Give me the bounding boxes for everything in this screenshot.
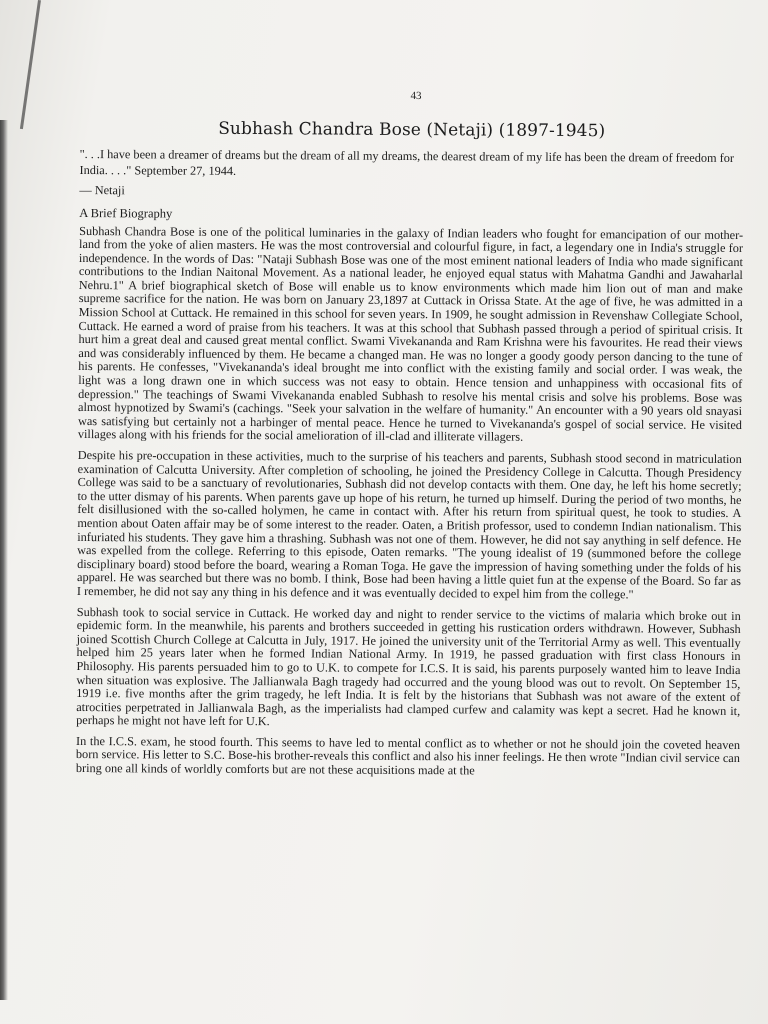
page-crease-line <box>20 0 41 129</box>
page-content <box>76 88 744 787</box>
epigraph-attribution: — Netaji <box>79 182 125 198</box>
body-paragraph: In the I.C.S. exam, he stood fourth. This seems to have led to mental conflict as to whether or not he should join the coveted heaven born service. His letter to S.C. Bose-his brother-reveals this conflict and also his inner feelings. He then wrote "Indian civil service can bring one all kinds of worldly comforts but are not these acquisitions made at the <box>75 733 741 778</box>
body-paragraph: Subhash took to social service in Cuttack. He worked day and night to render service to the victims of malaria which broke out in epidemic form. In the meanwhile, his parents and brothers succeeded in getting his rustication orders withdrawn. However, Subhash joined Scottish Church College at Calcutta in July, 1917. He joined the university unit of the Territorial Army as well. This eventually helped him 25 years later when he formed Indian National Army. In 1919, he passed graduation with first class Honours in Philosophy. His parents persuaded him to go to U.K. to compete for I.C.S. It is said, his parents purposely wanted him to leave India when situation was explosive. The Jallianwala Bagh tragedy had occurred and the young blood was out to revolt. On September 15, 1919 i.e. five months after the grim tragedy, he left India. It is felt by the historians that Subhash was not aware of the extent of atrocities perpetrated in Jallianwala Bagh, as the imperialists had clamped curfew and calamity was kept a secret. Had he known it, perhaps he might not have left for U.K. <box>76 604 741 729</box>
body-paragraph: Subhash Chandra Bose is one of the political luminaries in the galaxy of Indian leaders who fought for emancipation of our mother-land from the yoke of alien masters. He was the most controversial and colourful figure, in fact, a legendary one in India's struggle for independence. In the words of Das: "Nataji Subhash Bose was one of the most eminent national leaders of India who made significant contributions to the Indian Naitonal Movement. As a national leader, he enjoyed equal status with Mahatma Gandhi and Jawaharlal Nehru.1" A brief biographical sketch of Bose will enable us to know environments which made him lion out of man and make supreme sacrifice for the nation. He was born on January 23,1897 at Cuttack in Orissa State. At the age of five, he was admitted in a Mission School at Cuttack. He remained in this school for seven years. In 1909, he sought admission in Revenshaw Collegiate School, Cuttack. He earned a word of praise from his teachers. It was at this school that Subhash passed through a period of spiritual crisis. It hurt him a great deal and caused great mental conflict. Swami Vivekananda and Ram Krishna were his favourites. He read their views and was considerably influenced by them. He became a changed man. He was no longer a goody goody person dancing to the tune of his parents. He confesses, "Vivekananda's ideal brought me into conflict with the existing family and social order. I was weak, the light was a long drawn one in which success was not easy to obtain. Hence tension and unhappiness with occasional fits of depression." The teachings of Swami Vivekananda enabled Subhash to resolve his mental crisis and solve his problems. Bose was almost hypnotized by Swami's (cachings. "Seek your salvation in the welfare of humanity." An encounter with a 90 years old snayasi was satisfying but certainly not a harbinger of mental peace. Hence he turned to Vivekananda's gospel of social service. He visited villages along with his friends for the social amelioration of ill-clad and illiterate villagers. <box>77 223 744 445</box>
section-heading: A Brief Biography <box>79 205 173 221</box>
chapter-title: Subhash Chandra Bose (Netaji) (1897-1945) <box>218 118 606 142</box>
book-binding-shadow <box>0 120 8 1000</box>
body-paragraph: Despite his pre-occupation in these activities, much to the surprise of his teachers and parents, Subhash stood second in matriculation examination of Calcutta University. After completion of schooling, he joined the Presidency College in Calcutta. Though Presidency College was said to be a sanctuary of revolutionaries, Subhash did not develop contacts with them. One day, he left his home secretly; to the utter dismay of his parents. When parents gave up hope of his return, he turned up himself. During the period of two months, he felt disillusioned with the so-called holymen, he came in contact with. After his return from spiritual quest, he took to studies. A mention about Oaten affair may be of some interest to the reader. Oaten, a British professor, used to condemn Indian nationalism. This infuriated his students. They gave him a thrashing. Subhash was not one of them. However, he did not say anything in self defence. He was expelled from the college. Referring to this episode, Oaten remarks. "The young idealist of 19 (summoned before the college disciplinary board) stood before the board, wearing a Roman Toga. He gave the impression of having something under the folds of his apparel. He was searched but there was no bomb. I think, Bose had been having a little quiet fun at the expense of the Board. So far as I remember, he did not say any thing in his defence and it was eventually decided to expel him from the college." <box>76 447 742 602</box>
page-number: 43 <box>410 90 422 103</box>
epigraph-quote: ". . .I have been a dreamer of dreams but the dream of all my dreams, the dearest dream of my life has been the dream of freedom for India. . . ." September 27, 1944. <box>79 146 735 178</box>
